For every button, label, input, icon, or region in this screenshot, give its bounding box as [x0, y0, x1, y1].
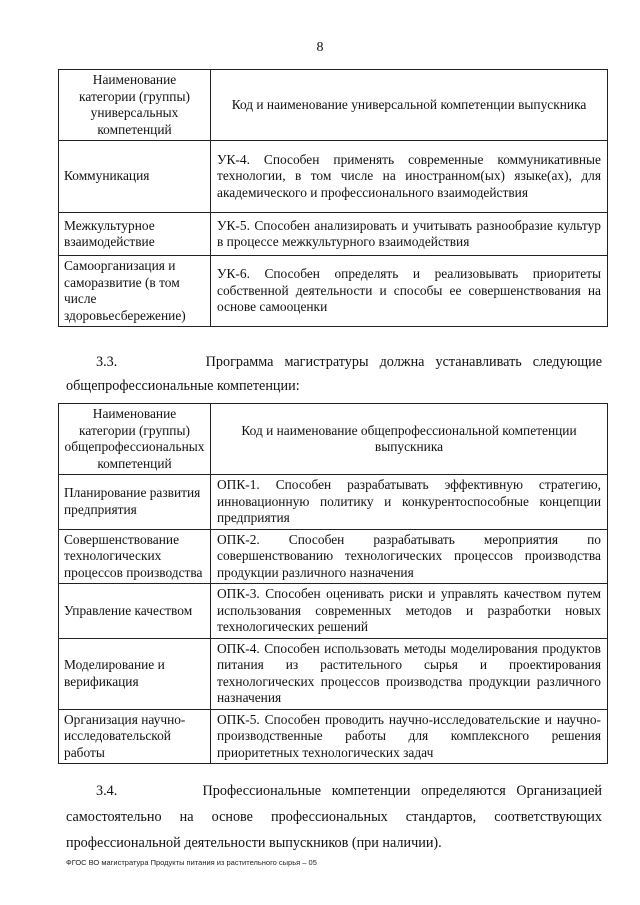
- table-row: [59, 213, 608, 256]
- header-category: Наименование категории (группы) общепрофессиональных компетенций: [59, 404, 211, 475]
- table-row: [59, 256, 608, 327]
- paragraph-number: 3.4.: [96, 783, 118, 799]
- page-number: 8: [316, 40, 324, 55]
- universal-competences-table: [58, 69, 608, 327]
- table-row: [59, 584, 608, 639]
- competence-cell: ОПК-5. Способен проводить научно-исследовательские и научно-производственные работы для комплексного решения приоритетных технологических задач: [211, 709, 608, 764]
- category-cell: Самоорганизация и саморазвитие (в том числе здоровьесбережение): [59, 256, 211, 327]
- paragraph-number: 3.3.: [96, 354, 118, 370]
- table-row: [59, 709, 608, 764]
- paragraph-3-4: [66, 778, 602, 856]
- table-row: [59, 638, 608, 709]
- competence-cell: УК-5. Способен анализировать и учитывать разнообразие культур в процессе межкультурного взаимодействия: [211, 213, 608, 256]
- category-cell: Межкультурное взаимодействие: [59, 213, 211, 256]
- category-cell: Планирование развития предприятия: [59, 475, 211, 530]
- competence-cell: ОПК-4. Способен использовать методы моделирования продуктов питания из растительного сырья и проектирования технологических процессов производства продукции различного назначения: [211, 638, 608, 709]
- header-competence: Код и наименование общепрофессиональной компетенции выпускника: [211, 404, 608, 475]
- competence-cell: УК-4. Способен применять современные коммуникативные технологии, в том числе на иностранном(ых) языке(ах), для академического и профессионального взаимодействия: [211, 141, 608, 213]
- category-cell: Совершенствование технологических процессов производства: [59, 529, 211, 584]
- competence-cell: ОПК-1. Способен разрабатывать эффективную стратегию, инновационную политику и конкурентоспособные концепции предприятия: [211, 475, 608, 530]
- category-cell: Коммуникация: [59, 141, 211, 213]
- paragraph-3-3: [66, 350, 602, 398]
- competence-cell: ОПК-3. Способен оценивать риски и управлять качеством путем использования современных методов и разработки новых технологических решений: [211, 584, 608, 639]
- competence-cell: ОПК-2. Способен разрабатывать мероприятия по совершенствованию технологических процессов производства продукции различного назначения: [211, 529, 608, 584]
- table-row: [59, 529, 608, 584]
- category-cell: Управление качеством: [59, 584, 211, 639]
- general-professional-competences-table: [58, 403, 608, 764]
- header-category: Наименование категории (группы) универсальных компетенций: [59, 70, 211, 141]
- page-footer: ФГОС ВО магистратура Продукты питания из растительного сырья – 05: [66, 858, 317, 867]
- table-header-row: [59, 70, 608, 141]
- category-cell: Моделирование и верификация: [59, 638, 211, 709]
- paragraph-text: Программа магистратуры должна устанавливать следующие общепрофессиональные компетенции:: [66, 354, 603, 394]
- table-header-row: [59, 404, 608, 475]
- category-cell: Организация научно-исследовательской работы: [59, 709, 211, 764]
- competence-cell: УК-6. Способен определять и реализовывать приоритеты собственной деятельности и способы ее совершенствования на основе самооценки: [211, 256, 608, 327]
- header-competence: Код и наименование универсальной компетенции выпускника: [211, 70, 608, 141]
- paragraph-text: Профессиональные компетенции определяются Организацией самостоятельно на основе профессиональных стандартов, соответствующих профессиональной деятельности выпускников (при наличии).: [66, 783, 603, 851]
- table-row: [59, 475, 608, 530]
- table-row: [59, 141, 608, 213]
